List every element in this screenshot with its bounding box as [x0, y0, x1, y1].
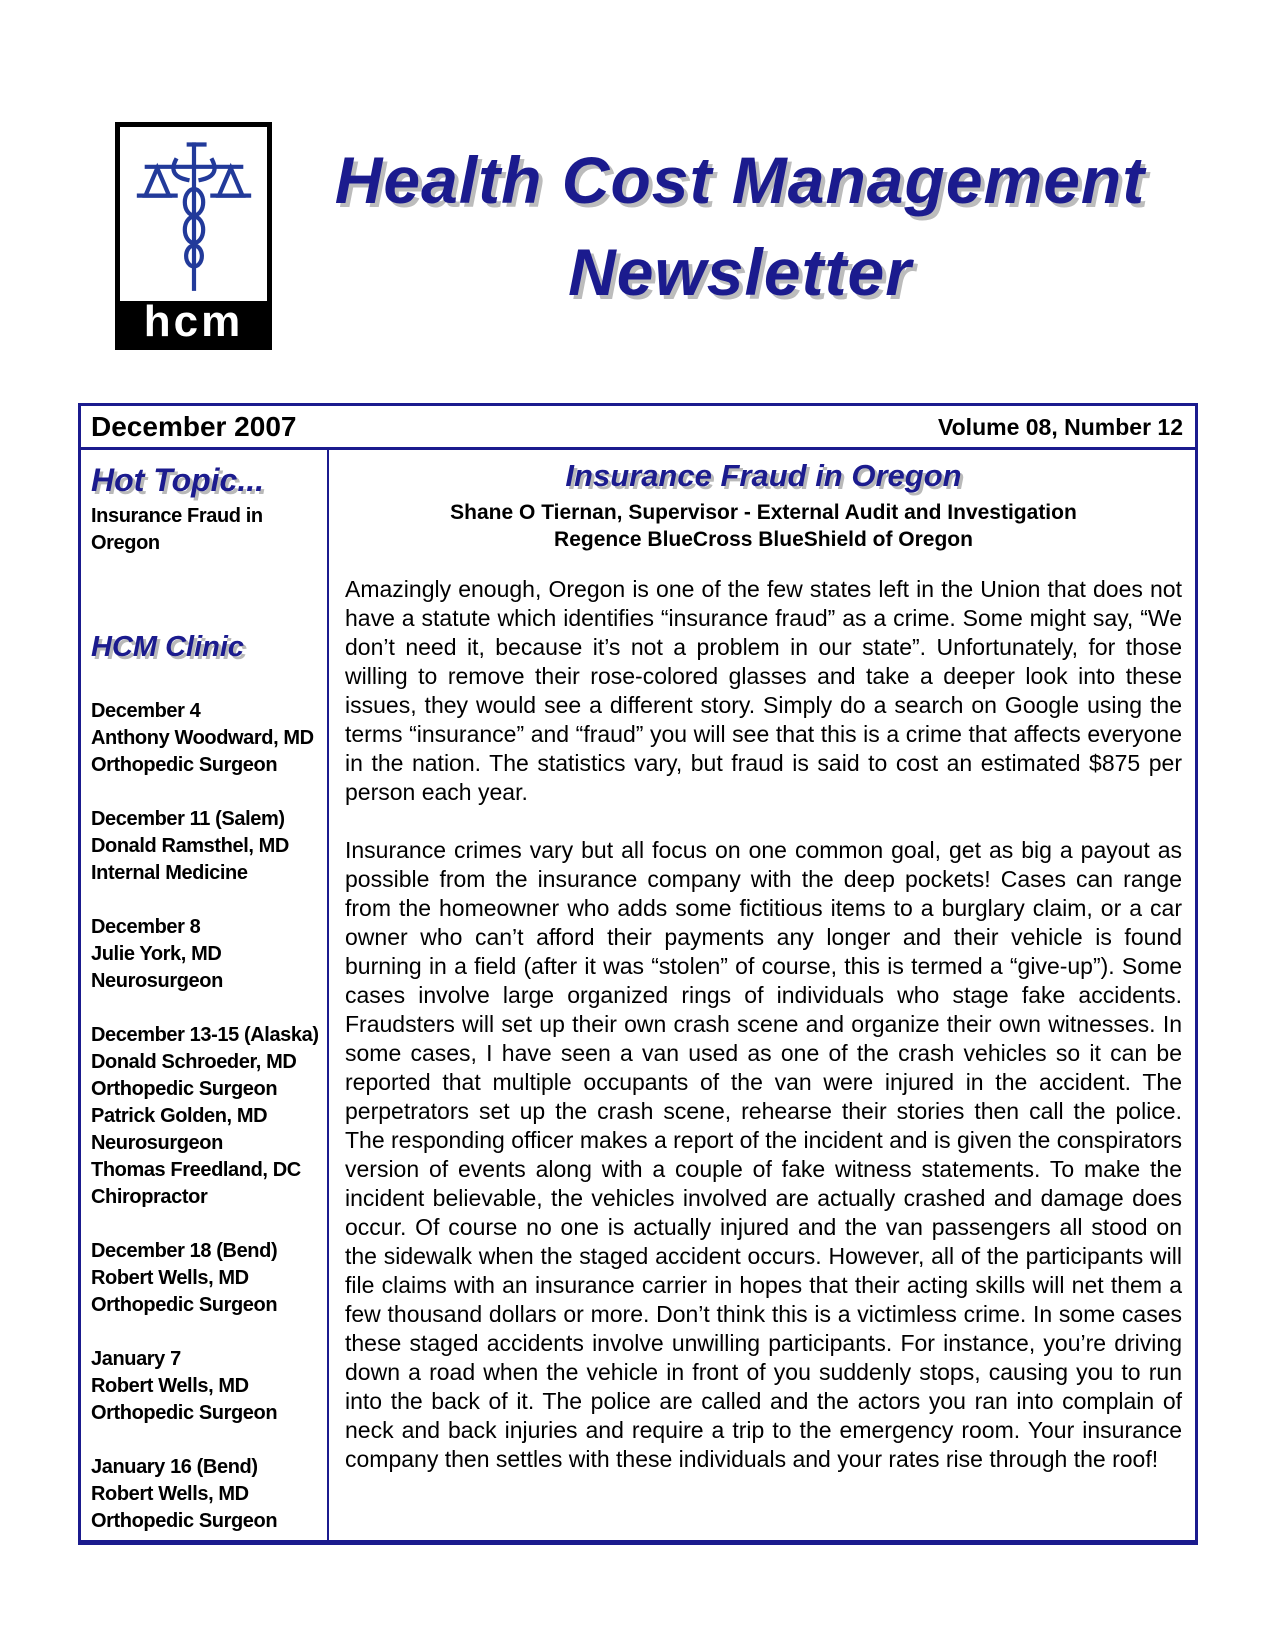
- clinic-entry-line: Donald Schroeder, MD: [91, 1051, 297, 1073]
- clinic-entry: [91, 698, 321, 779]
- clinic-entry-line: Orthopedic Surgeon: [91, 1510, 278, 1532]
- clinic-entry-line: Patrick Golden, MD: [91, 1105, 268, 1127]
- clinic-entry-line: Orthopedic Surgeon: [91, 1402, 278, 1424]
- article-byline-org: Regence BlueCross BlueShield of Oregon: [554, 528, 973, 551]
- scales-caduceus-icon: [120, 127, 267, 301]
- hcm-clinic-heading: HCM Clinic: [91, 631, 245, 663]
- clinic-entry-line: Orthopedic Surgeon: [91, 1294, 278, 1316]
- clinic-entry-line: Robert Wells, MD: [91, 1375, 249, 1397]
- article-byline-author: Shane O Tiernan, Supervisor - External Audit and Investigation: [450, 501, 1077, 524]
- clinic-entry-line: January 16 (Bend): [91, 1456, 258, 1478]
- clinic-entry-line: December 8: [91, 916, 201, 938]
- article-paragraph-1: Amazingly enough, Oregon is one of the few states left in the Union that does not have a statute which identifies “insurance fraud” as a crime. Some might say, “We don’t need it, because it’s not a problem in our state”. Unfortunately, for those willing to remove their rose-colored glasses and take a deeper look into these issues, they would see a different story. Simply do a search on Google using the terms “insurance” and “fraud” you will see that this is a crime that affects everyone in the nation. The statistics vary, but fraud is said to cost an estimated $875 per person each year.: [345, 576, 1182, 805]
- clinic-entry-line: Robert Wells, MD: [91, 1483, 249, 1505]
- clinic-entry-line: Neurosurgeon: [91, 970, 223, 992]
- clinic-entry-line: Internal Medicine: [91, 862, 248, 884]
- clinic-entry-line: December 4: [91, 700, 201, 722]
- issue-volume: Volume 08, Number 12: [938, 413, 1183, 440]
- clinic-entry-line: Chiropractor: [91, 1186, 208, 1208]
- clinic-entry: [91, 1238, 321, 1319]
- logo-text: hcm: [120, 301, 267, 345]
- hcm-logo: [115, 122, 272, 350]
- clinic-entry: [91, 806, 321, 887]
- newsletter-title-line2: Newsletter: [568, 235, 912, 309]
- sidebar: [81, 450, 329, 1540]
- clinic-entry: [91, 914, 321, 995]
- clinic-entry-line: Robert Wells, MD: [91, 1267, 249, 1289]
- article-title: Insurance Fraud in Oregon: [565, 458, 962, 493]
- clinic-entry-line: Donald Ramsthel, MD: [91, 835, 289, 857]
- clinic-schedule-list: [91, 698, 321, 1535]
- clinic-entry-line: December 11 (Salem): [91, 808, 285, 830]
- article-paragraph-2: Insurance crimes vary but all focus on one common goal, get as big a payout as possible from the insurance company with the deep pockets! Cases can range from the homeowner who adds some fictitious items to a burglary claim, or a car owner who can’t afford their payments any longer and their vehicle is found burning in a field (after it was “stolen” of course, this is termed a “give-up”). Some cases involve large organized rings of individuals who stage fake accidents. Fraudsters will set up their own crash scene and organize their own witnesses. In some cases, I have seen a van used as one of the crash vehicles so it can be reported that multiple occupants of the van were injured in the accident. The perpetrators set up the crash scene, rehearse their stories then call the police. The responding officer makes a report of the incident and is given the conspirators version of events along with a couple of fake witness statements. To make the incident believable, the vehicles involved are actually crashed and damage does occur. Of course no one is actually injured and the van passengers all stood on the sidewalk when the staged accident occurs. However, all of the participants will file claims with an insurance carrier in hopes that their acting skills will net them a few thousand dollars or more. Don’t think this is a victimless crime. In some cases these staged accidents involve unwilling participants. For instance, you’re driving down a road when the vehicle in front of you suddenly stops, causing you to run into the back of it. The police are called and the actors you ran into complain of neck and back injuries and require a trip to the emergency room. Your insurance company then settles with these individuals and your rates rise through the roof!: [345, 837, 1182, 1472]
- clinic-entry-line: December 18 (Bend): [91, 1240, 278, 1262]
- content-columns: [81, 450, 1195, 1540]
- hot-topic-heading: Hot Topic...: [91, 462, 265, 498]
- hot-topic-text: Insurance Fraud in Oregon: [91, 505, 263, 554]
- clinic-entry-line: Orthopedic Surgeon: [91, 754, 278, 776]
- clinic-entry: [91, 1022, 321, 1211]
- clinic-entry-line: Orthopedic Surgeon: [91, 1078, 278, 1100]
- masthead: [300, 134, 1180, 318]
- article: [329, 450, 1195, 1540]
- clinic-entry-line: January 7: [91, 1348, 181, 1370]
- clinic-entry: [91, 1454, 321, 1535]
- newsletter-frame: [78, 403, 1198, 1545]
- newsletter-title-line1: Health Cost Management: [334, 143, 1146, 217]
- clinic-entry-line: Neurosurgeon: [91, 1132, 223, 1154]
- clinic-entry-line: December 13-15 (Alaska): [91, 1024, 319, 1046]
- clinic-entry-line: Julie York, MD: [91, 943, 222, 965]
- clinic-entry-line: Thomas Freedland, DC: [91, 1159, 301, 1181]
- issue-date: December 2007: [91, 411, 297, 442]
- clinic-entry-line: Anthony Woodward, MD: [91, 727, 314, 749]
- clinic-entry: [91, 1346, 321, 1427]
- issue-bar: [81, 406, 1195, 450]
